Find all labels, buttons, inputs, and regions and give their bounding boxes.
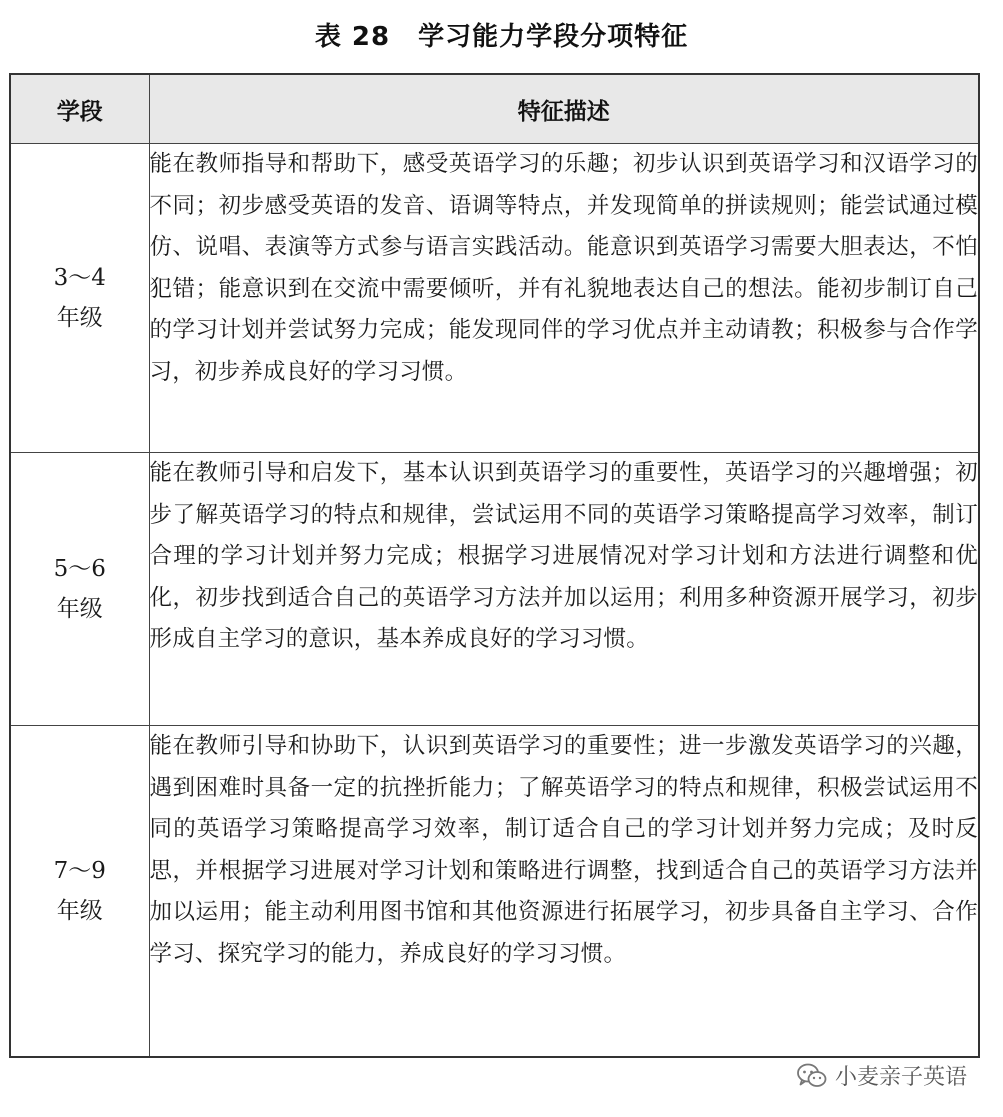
- stage-grade-label: 年级: [56, 898, 103, 924]
- watermark-text: 小麦亲子英语: [834, 1065, 967, 1090]
- learning-ability-table: [9, 73, 980, 1058]
- stage-cell: [10, 144, 149, 453]
- stage-grade-label: 年级: [56, 596, 103, 622]
- description-cell: 能在教师引导和协助下，认识到英语学习的重要性；进一步激发英语学习的兴趣，遇到困难时具备一定的抗挫折能力；了解英语学习的特点和规律，积极尝试运用不同的英语学习策略提高学习效率，制订适合自己的学习计划并努力完成；及时反思，并根据学习进展对学习计划和策略进行调整，找到适合自己的英语学习方法并加以运用；能主动利用图书馆和其他资源进行拓展学习，初步具备自主学习、合作学习、探究学习的能力，养成良好的学习习惯。: [149, 726, 979, 1058]
- table-row: [10, 453, 979, 726]
- stage-cell: [10, 726, 149, 1058]
- stage-grade-label: 年级: [56, 305, 103, 331]
- wechat-icon: [797, 1063, 827, 1089]
- table-number: 表 28: [314, 22, 391, 52]
- stage-grades: 5～6: [53, 556, 106, 582]
- header-stage: 学段: [10, 74, 149, 144]
- description-cell: 能在教师指导和帮助下，感受英语学习的乐趣；初步认识到英语学习和汉语学习的不同；初步感受英语的发音、语调等特点，并发现简单的拼读规则；能尝试通过模仿、说唱、表演等方式参与语言实践活动。能意识到英语学习需要大胆表达，不怕犯错；能意识到在交流中需要倾听，并有礼貌地表达自己的想法。能初步制订自己的学习计划并尝试努力完成；能发现同伴的学习优点并主动请教；积极参与合作学习，初步养成良好的学习习惯。: [149, 144, 979, 453]
- table-header-row: [10, 74, 979, 144]
- stage-grades: 3～4: [53, 265, 106, 291]
- stage-grades: 7～9: [53, 858, 106, 884]
- table-row: [10, 144, 979, 453]
- header-description: 特征描述: [149, 74, 979, 144]
- stage-cell: [10, 453, 149, 726]
- description-cell: 能在教师引导和启发下，基本认识到英语学习的重要性，英语学习的兴趣增强；初步了解英语学习的特点和规律，尝试运用不同的英语学习策略提高学习效率，制订合理的学习计划并努力完成；根据学习进展情况对学习计划和方法进行调整和优化，初步找到适合自己的英语学习方法并加以运用；利用多种资源开展学习，初步形成自主学习的意识，基本养成良好的学习习惯。: [149, 453, 979, 726]
- table-title: [0, 16, 1003, 53]
- watermark: [791, 1058, 973, 1093]
- table-caption: 学习能力学段分项特征: [418, 22, 689, 52]
- table-row: [10, 726, 979, 1058]
